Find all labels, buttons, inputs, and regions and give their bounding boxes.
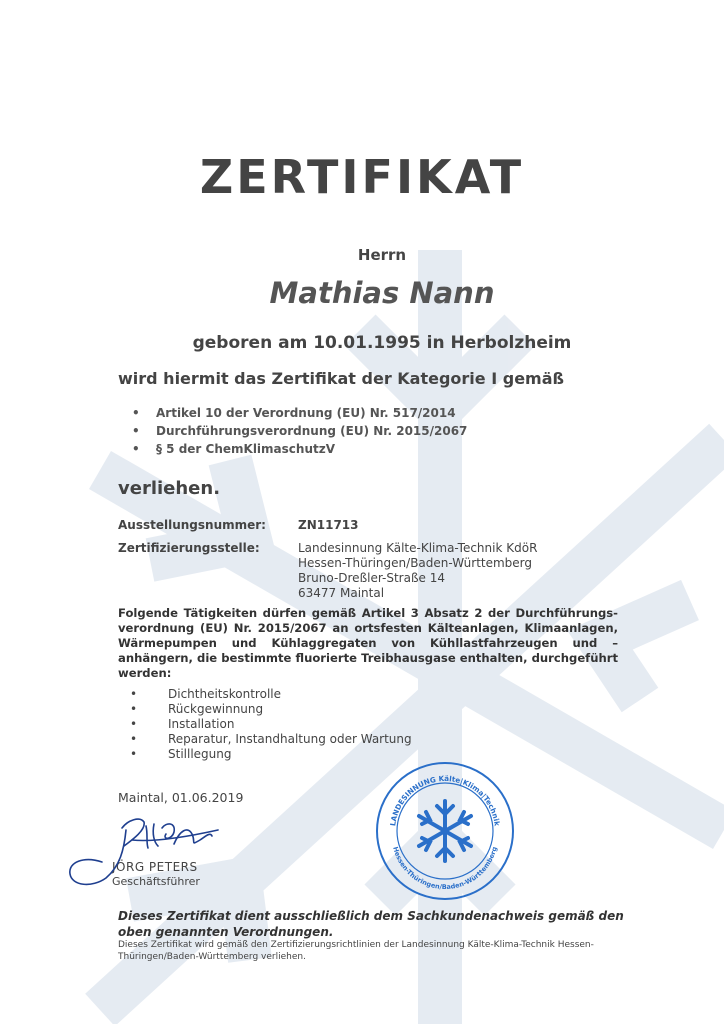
certificate-title: ZERTIFIKAT <box>199 150 525 204</box>
address-line: Landesinnung Kälte-Klima-Technik KdöR <box>298 541 538 555</box>
activity-text: Stilllegung <box>168 747 232 761</box>
seal-text-bottom: Hessen-Thüringen/Baden-Württemberg <box>391 845 499 892</box>
list-item: • § 5 der ChemKlimaschutzV <box>132 442 335 456</box>
signatory-name: JÖRG PETERS <box>112 860 198 874</box>
birth-line: geboren am 10.01.1995 in Herbolzheim <box>192 333 572 353</box>
recipient-name: Mathias Nann <box>269 276 495 310</box>
activity-text: Installation <box>168 717 235 731</box>
activity-text: Reparatur, Instandhaltung oder Wartung <box>168 732 412 746</box>
regulation-list <box>132 404 467 458</box>
activity-text: Rückgewinnung <box>168 702 264 716</box>
regulation-text: § 5 der ChemKlimaschutzV <box>156 442 335 456</box>
activities-intro: Folgende Tätigkeiten dürfen gemäß Artikel 3 Absatz 2 der Durchführungs-verordnung (EU) Nr. 2015/2067 an ortsfesten Kälteanlagen, Klimaanlagen, Wärmepumpen und Kühlaggregaten von Kühllastfahrzeugen und –anhängern, die bestimmte fluorierte Treibhausgase enthalten, durchgeführt werden: <box>118 606 618 680</box>
grant-line: wird hiermit das Zertifikat der Kategorie I gemäß <box>118 369 565 388</box>
list-item: • Rückgewinnung <box>130 702 264 716</box>
seal-text-top: LANDESINNUNG Kälte|Klima|Technik <box>388 773 502 827</box>
list-item: • Installation <box>130 717 235 731</box>
place-date: Maintal, 01.06.2019 <box>118 790 244 805</box>
activity-list <box>130 687 412 762</box>
issue-number-value: ZN11713 <box>298 518 359 532</box>
footer-small-print: Dieses Zertifikat wird gemäß den Zertifizierungsrichtlinien der Landesinnung Kälte-Klima-Technik Hessen-Thüringen/Baden-Württemberg verliehen. <box>118 940 594 962</box>
address-line: Bruno-Dreßler-Straße 14 <box>298 571 445 585</box>
salutation: Herrn <box>357 246 407 264</box>
activity-text: Dichtheitskontrolle <box>168 687 281 701</box>
signature-image <box>62 800 222 895</box>
certifier-label: Zertifizierungsstelle: <box>118 541 260 555</box>
list-item: • Stilllegung <box>130 747 232 761</box>
list-item: • Reparatur, Instandhaltung oder Wartung <box>130 732 412 746</box>
issue-number-label: Ausstellungsnummer: <box>118 518 266 532</box>
footer-note: Dieses Zertifikat dient ausschließlich dem Sachkundenachweis gemäß den oben genannten Verordnungen. <box>118 909 624 939</box>
certifier-address <box>298 541 537 601</box>
signatory-role: Geschäftsführer <box>112 875 200 888</box>
list-item: • Artikel 10 der Verordnung (EU) Nr. 517/2014 <box>132 406 456 420</box>
regulation-text: Artikel 10 der Verordnung (EU) Nr. 517/2014 <box>156 406 456 420</box>
seal-stamp <box>370 756 520 906</box>
list-item: • Dichtheitskontrolle <box>130 687 281 701</box>
address-line: 63477 Maintal <box>298 586 385 600</box>
regulation-text: Durchführungsverordnung (EU) Nr. 2015/2067 <box>156 424 468 438</box>
address-line: Hessen-Thüringen/Baden-Württemberg <box>298 556 533 570</box>
list-item: • Durchführungsverordnung (EU) Nr. 2015/2067 <box>132 424 468 438</box>
granted-text: verliehen. <box>118 478 221 499</box>
